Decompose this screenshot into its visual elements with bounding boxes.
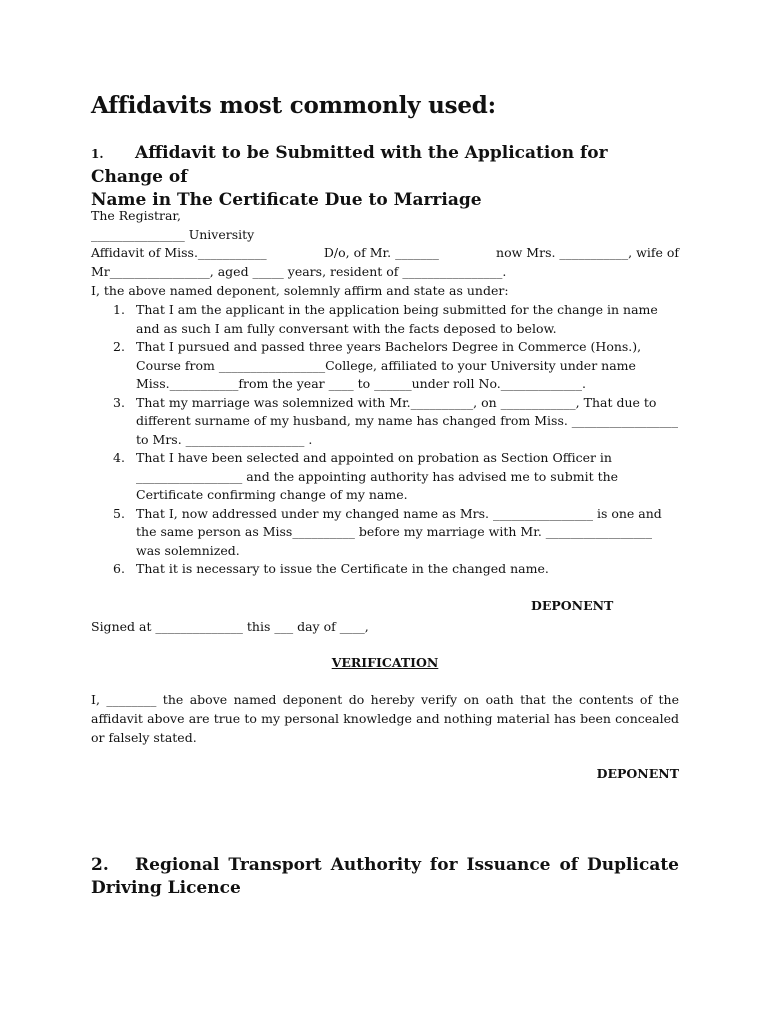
list-item: [91, 301, 679, 338]
list-item-number: 3.: [113, 394, 125, 410]
affidavit-of-part-3: now Mrs. ___________, wife of: [496, 245, 679, 260]
section-2-heading: [91, 854, 679, 900]
list-item-number: 6.: [113, 561, 125, 576]
affidavit-of-part-2: D/o, of Mr. _______: [323, 245, 439, 260]
section-1-heading-line2: Name in The Certificate Due to Marriage: [91, 190, 482, 210]
affidavit-of-part-1: Affidavit of Miss.___________: [91, 245, 267, 260]
list-item-text: That my marriage was solemnized with Mr.__________, on ____________, That due to different surname of my husband, my name has changed from Miss. _________________ to Mrs. ___________________ .: [136, 394, 679, 447]
list-item-number: 2.: [113, 339, 125, 354]
list-item-text: That I pursued and passed three years Bachelors Degree in Commerce (Hons.), Course from _________________College, affiliated to your University under name Miss.___________from the year ____ to ______under roll No._____________.: [136, 339, 642, 391]
list-item-text: That I, now addressed under my changed name as Mrs. ________________ is one and the same person as Miss__________ before my marriage with Mr. _________________ was solemnized.: [136, 505, 662, 558]
list-item-text: That I am the applicant in the application being submitted for the change in name and as such I am fully conversant with the facts deposed to below.: [136, 302, 658, 336]
intro-line: I, the above named deponent, solemnly affirm and state as under:: [91, 283, 509, 298]
list-item-number: 4.: [113, 450, 125, 465]
affirmation-list: [91, 301, 679, 579]
list-item: [91, 449, 679, 505]
verification-paragraph: I, ________ the above named deponent do hereby verify on oath that the contents of the affidavit above are true to my personal knowledge and nothing material has been concealed or falsely stated.: [91, 692, 679, 745]
signed-at-line: Signed at ______________ this ___ day of ____,: [91, 619, 369, 634]
list-item: [91, 338, 679, 394]
deponent-verification-label: DEPONENT: [596, 766, 679, 781]
verification-heading: VERIFICATION: [331, 655, 439, 670]
section-2-number: 2.: [91, 855, 109, 875]
list-item-number: 1.: [113, 302, 125, 317]
list-item-text: That it is necessary to issue the Certificate in the changed name.: [136, 561, 549, 576]
list-item-number: 5.: [113, 505, 125, 521]
university-line: _______________ University: [91, 227, 255, 242]
section-1-heading: [91, 142, 679, 212]
husband-line: Mr________________, aged _____ years, resident of ________________.: [91, 264, 507, 279]
page-title: Affidavits most commonly used:: [91, 92, 496, 119]
section-1-heading-line1: Affidavit to be Submitted with the Application for Change of: [91, 143, 608, 187]
list-item: [91, 394, 679, 450]
list-item: [91, 560, 679, 579]
deponent-signature-label: DEPONENT: [531, 598, 614, 613]
affidavit-of-line: [91, 244, 679, 263]
addressee: The Registrar,: [91, 208, 182, 223]
section-1-number: 1.: [91, 147, 104, 161]
section-2-heading-text: Regional Transport Authority for Issuance of Duplicate Driving Licence: [91, 855, 679, 898]
list-item: [91, 505, 679, 561]
list-item-text: That I have been selected and appointed on probation as Section Officer in _________________ and the appointing authority has advised me to submit the Certificate confirming change of my name.: [136, 450, 619, 502]
